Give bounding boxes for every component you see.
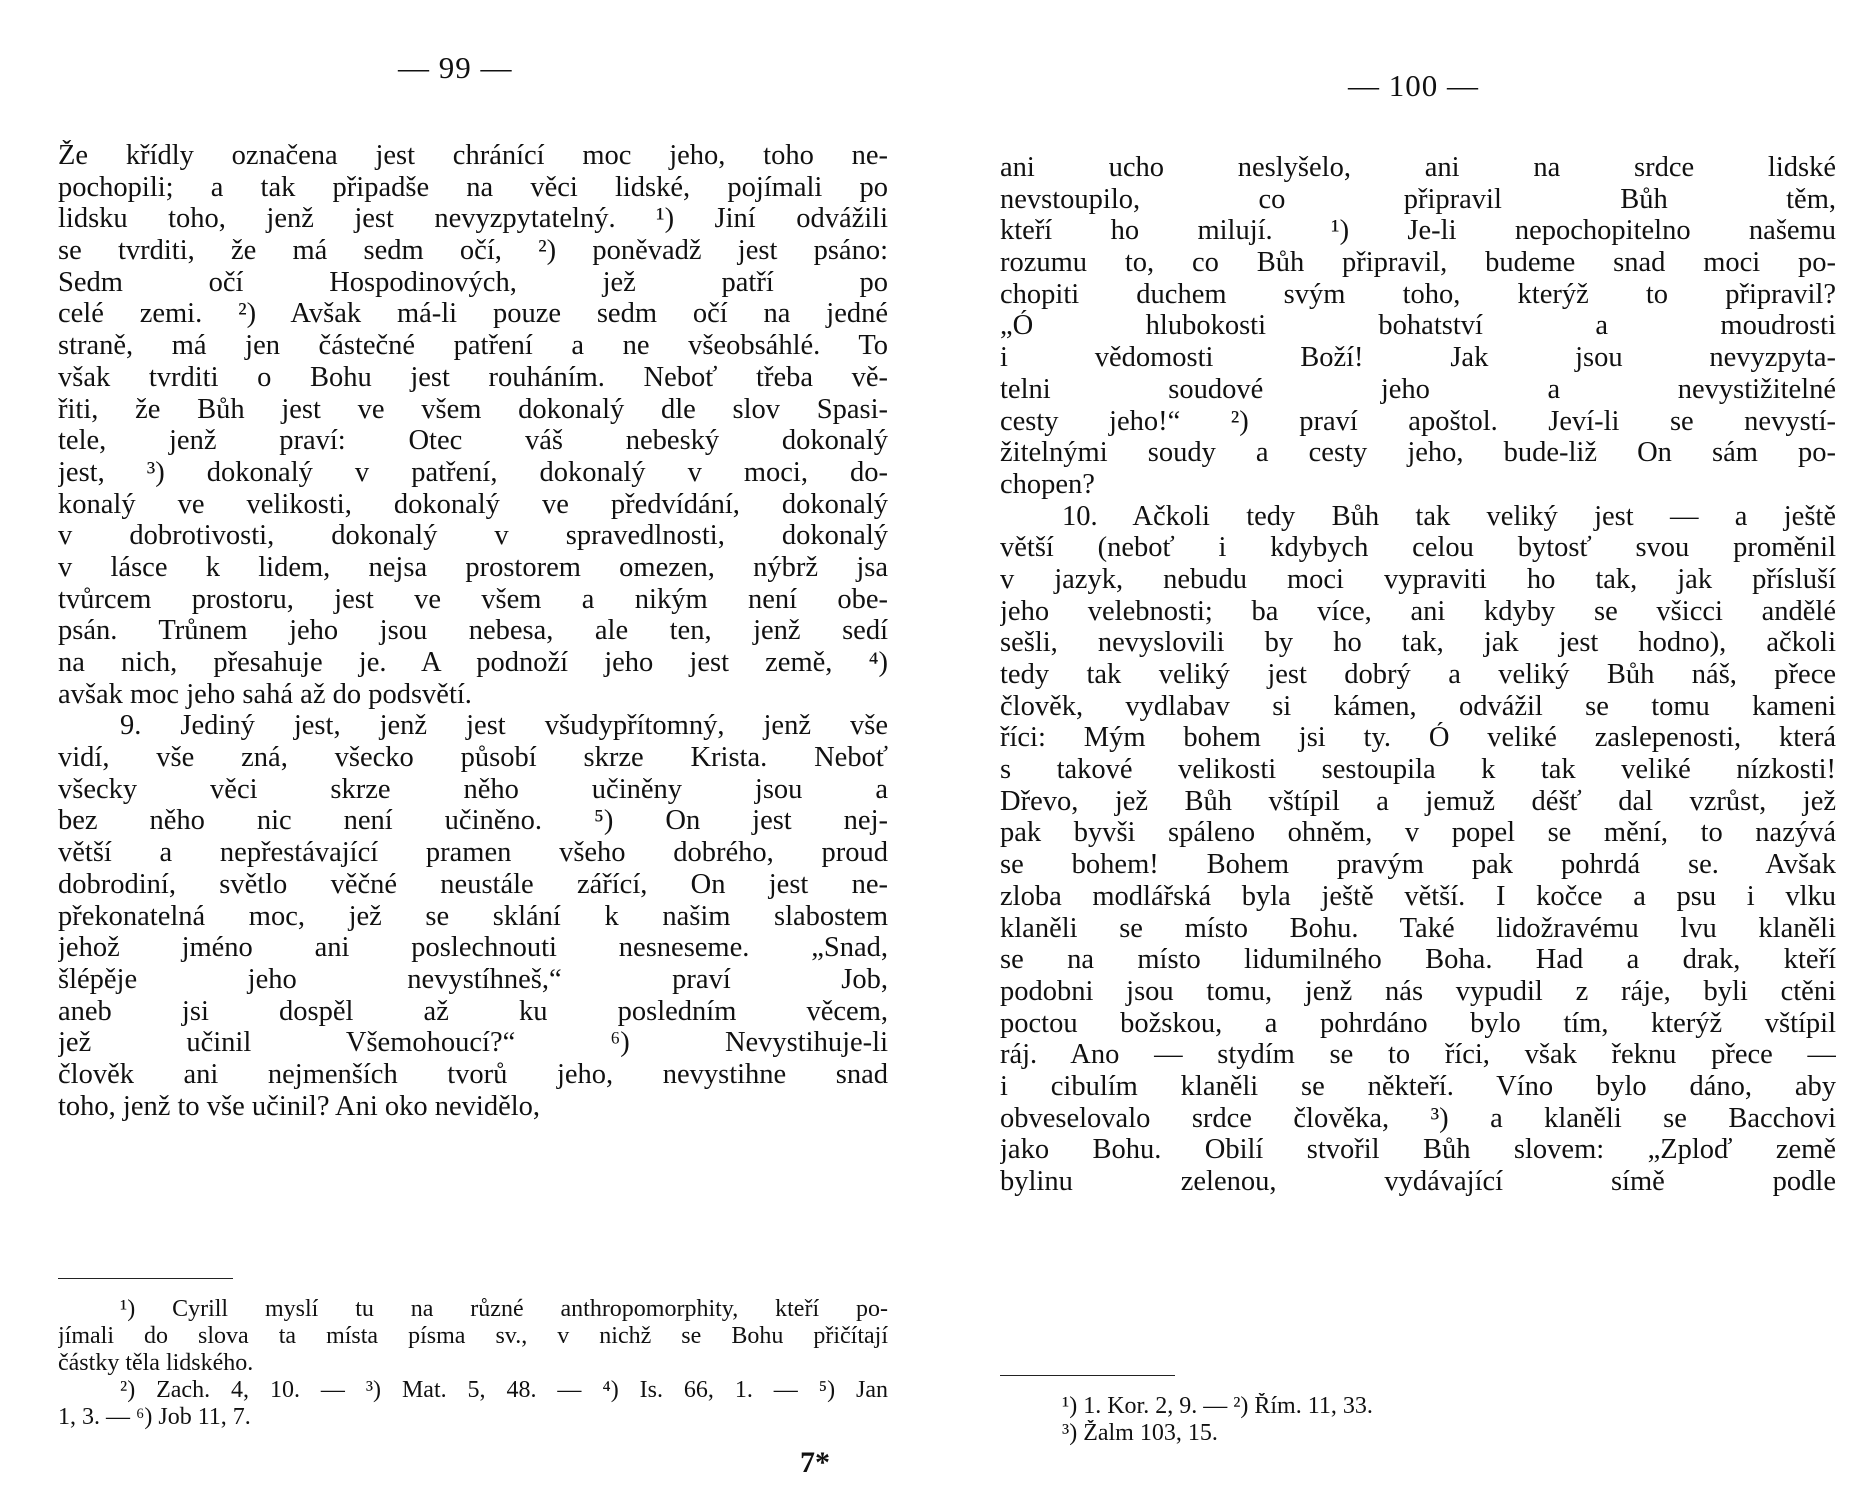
text-line: bez něho nic není učiněno. ⁵) On jest nej-	[58, 805, 888, 837]
text-line: kteří ho milují. ¹) Je-li nepochopitelno našemu	[1000, 215, 1836, 247]
text-line: rozumu to, co Bůh připravil, budeme snad moci po-	[1000, 247, 1836, 279]
text-line: jako Bohu. Obilí stvořil Bůh slovem: „Zploď země	[1000, 1134, 1836, 1166]
text-line: řiti, že Bůh jest ve všem dokonalý dle slov Spasi-	[58, 393, 888, 425]
text-line: člověk ani nejmenších tvorů jeho, nevystihne snad	[58, 1058, 888, 1090]
text-line: chopen?	[1000, 468, 1095, 500]
footnote-line: ²) Zach. 4, 10. — ³) Mat. 5, 48. — ⁴) Is. 66, 1. — ⁵) Jan	[120, 1377, 888, 1403]
text-line: sešli, nevyslovili by ho tak, jak jest hodno), ačkoli	[1000, 627, 1836, 659]
text-line: šlépěje jeho nevystíhneš,“ praví Job,	[58, 963, 888, 995]
text-line: pochopili; a tak připadše na věci lidské, pojímali po	[58, 171, 888, 203]
text-line: jež učinil Všemohoucí?“ ⁶) Nevystihuje-li	[58, 1027, 888, 1059]
footnote-line: ¹) Cyrill myslí tu na různé anthropomorphity, kteří po-	[120, 1296, 888, 1322]
text-line: Že křídly označena jest chránící moc jeho, toho ne-	[58, 140, 888, 171]
text-line: říci: Mým bohem jsi ty. Ó veliké zaslepenosti, která	[1000, 722, 1836, 754]
text-line: 9. Jediný jest, jenž jest všudypřítomný, jenž vše	[120, 710, 888, 742]
body-text	[58, 140, 888, 1122]
footnote-line: ¹) 1. Kor. 2, 9. — ²) Řím. 11, 33.	[1062, 1393, 1373, 1419]
text-line: poctou božskou, a pohrdáno bylo tím, kterýž vštípil	[1000, 1007, 1836, 1039]
text-line: Dřevo, jež Bůh vštípil a jemuž déšť dal vzrůst, jež	[1000, 785, 1836, 817]
text-line: s takové velikosti sestoupila k tak veliké nízkosti!	[1000, 754, 1836, 786]
text-line: všecky věci skrze něho učiněny jsou a	[58, 773, 888, 805]
text-line: „Ó hlubokosti bohatství a moudrosti	[1000, 310, 1836, 342]
text-line: překonatelná moc, jež se sklání k našim slabostem	[58, 900, 888, 932]
text-line: lidsku toho, jenž jest nevyzpytatelný. ¹) Jiní odvážili	[58, 203, 888, 235]
text-line: žitelnými soudy a cesty jeho, bude-liž On sám po-	[1000, 437, 1836, 469]
signature-mark: 7*	[800, 1446, 830, 1479]
text-line: se na místo lidumilného Boha. Had a drak, kteří	[1000, 944, 1836, 976]
footnote-line: 1, 3. — ⁶) Job 11, 7.	[58, 1404, 251, 1430]
footnote-line: částky těla lidského.	[58, 1350, 254, 1376]
text-line: větší (neboť i kdybych celou bytosť svou proměnil	[1000, 532, 1836, 564]
text-line: zloba modlářská byla ještě větší. I kočce a psu i vlku	[1000, 880, 1836, 912]
text-line: ani ucho neslyšelo, ani na srdce lidské	[1000, 152, 1836, 183]
text-line: podobni jsou tomu, jenž nás vypudil z ráje, byli ctěni	[1000, 975, 1836, 1007]
text-line: i cibulím klaněli se někteří. Víno bylo dáno, aby	[1000, 1070, 1836, 1102]
text-line: toho, jenž to vše učinil? Ani oko nevidělo,	[58, 1090, 541, 1122]
footnote-line: jímali do slova ta místa písma sv., v nichž se Bohu přičítají	[58, 1323, 888, 1349]
text-line: celé zemi. ²) Avšak má-li pouze sedm očí na jedné	[58, 298, 888, 330]
page-number: — 100 —	[1348, 68, 1479, 103]
text-line: aneb jsi dospěl až ku posledním věcem,	[58, 995, 888, 1027]
text-line: jeho velebnosti; ba více, ani kdyby se všicci andělé	[1000, 595, 1836, 627]
text-line: nevstoupilo, co připravil Bůh těm,	[1000, 183, 1836, 215]
text-line: 10. Ačkoli tedy Bůh tak veliký jest — a ještě	[1062, 500, 1836, 532]
text-line: telni soudové jeho a nevystižitelné	[1000, 373, 1836, 405]
text-line: dobrodiní, světlo věčné neustále zářící, On jest ne-	[58, 868, 888, 900]
text-line: psán. Trůnem jeho jsou nebesa, ale ten, jenž sedí	[58, 615, 888, 647]
text-line: v jazyk, nebudu moci vypraviti ho tak, jak přísluší	[1000, 563, 1836, 595]
text-line: pak byvši spáleno ohněm, v popel se mění, to nazývá	[1000, 817, 1836, 849]
text-line: cesty jeho!“ ²) praví apoštol. Jeví-li se nevystí-	[1000, 405, 1836, 437]
page-number: — 99 —	[398, 50, 513, 85]
text-line: na nich, přesahuje je. A podnoží jeho jest země, ⁴)	[58, 647, 888, 678]
footnote-rule	[58, 1278, 233, 1279]
text-line: tedy tak veliký jest dobrý a veliký Bůh náš, přece	[1000, 659, 1836, 690]
text-line: obveselovalo srdce člověka, ³) a klaněli se Bacchovi	[1000, 1102, 1836, 1134]
text-line: člověk, vydlabav si kámen, odvážil se tomu kameni	[1000, 690, 1836, 722]
text-line: chopiti duchem svým toho, kterýž to připravil?	[1000, 278, 1836, 310]
text-line: v dobrotivosti, dokonalý v spravedlnosti, dokonalý	[58, 520, 888, 552]
text-line: jest, ³) dokonalý v patření, dokonalý v moci, do-	[58, 456, 888, 488]
text-line: klaněli se místo Bohu. Také lidožravému lvu klaněli	[1000, 912, 1836, 944]
text-line: však tvrditi o Bohu jest rouháním. Neboť třeba vě-	[58, 361, 888, 393]
text-line: konalý ve velikosti, dokonalý ve předvídání, dokonalý	[58, 488, 888, 520]
footnote-line: ³) Žalm 103, 15.	[1062, 1420, 1218, 1446]
footnotes	[58, 1296, 888, 1431]
text-line: tele, jenž praví: Otec váš nebeský dokonalý	[58, 425, 888, 457]
text-line: se tvrditi, že má sedm očí, ²) poněvadž jest psáno:	[58, 235, 888, 267]
text-line: tvůrcem prostoru, jest ve všem a nikým není obe-	[58, 583, 888, 615]
text-line: avšak moc jeho sahá až do podsvětí.	[58, 678, 472, 710]
text-line: vidí, vše zná, všecko působí skrze Krista. Neboť	[58, 742, 888, 774]
text-line: v lásce k lidem, nejsa prostorem omezen, nýbrž jsa	[58, 551, 888, 583]
text-line: Sedm očí Hospodinových, jež patří po	[58, 266, 888, 298]
text-line: větší a nepřestávající pramen všeho dobrého, proud	[58, 837, 888, 869]
text-line: bylinu zelenou, vydávající símě podle	[1000, 1166, 1836, 1197]
text-line: jehož jméno ani poslechnouti nesneseme. „Snad,	[58, 932, 888, 964]
text-line: ráj. Ano — stydím se to říci, však řeknu přece —	[1000, 1039, 1836, 1071]
text-line: se bohem! Bohem pravým pak pohrdá se. Avšak	[1000, 849, 1836, 881]
body-text	[1000, 152, 1836, 1198]
footnote-rule	[1000, 1375, 1175, 1376]
text-line: i vědomosti Boží! Jak jsou nevyzpyta-	[1000, 342, 1836, 374]
text-line: straně, má jen částečné patření a ne všeobsáhlé. To	[58, 330, 888, 362]
footnotes	[1000, 1393, 1836, 1447]
